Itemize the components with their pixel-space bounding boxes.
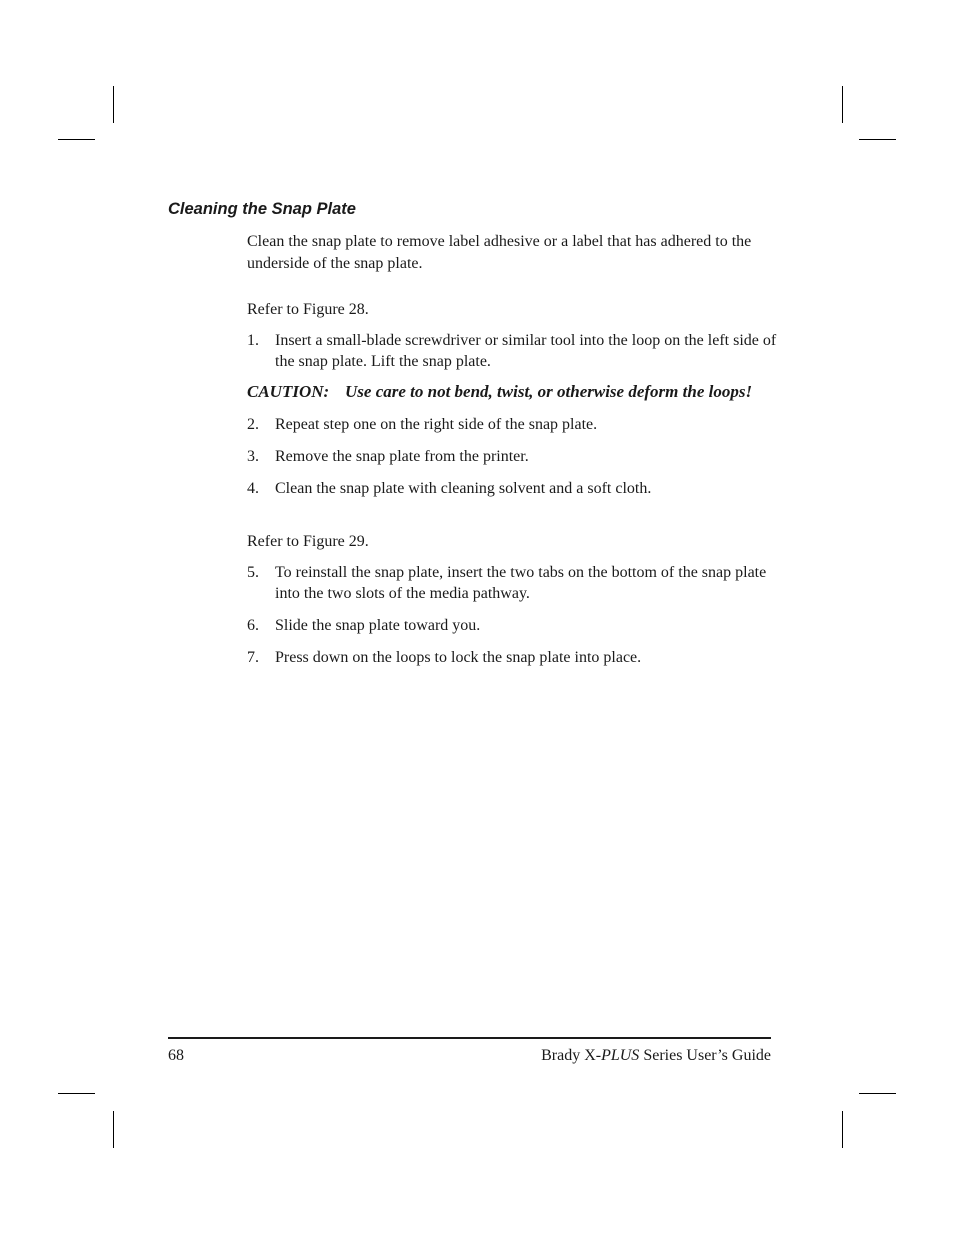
step-number: 3. [247, 447, 259, 465]
crop-mark [58, 139, 95, 140]
crop-mark [58, 1093, 95, 1094]
footer-title-prefix: Brady X- [541, 1047, 602, 1064]
step-text: Press down on the loops to lock the snap plate into place. [275, 649, 642, 666]
figure-reference: Refer to Figure 29. [247, 533, 369, 550]
footer-title-suffix: Series User’s Guide [639, 1047, 771, 1064]
crop-mark [113, 1111, 114, 1148]
footer-title-italic: PLUS [601, 1047, 640, 1064]
crop-mark [113, 86, 114, 123]
step-number: 6. [247, 617, 259, 634]
steps-list [247, 330, 777, 373]
page-number: 68 [168, 1047, 184, 1064]
list-item [247, 414, 777, 436]
step-text: Slide the snap plate toward you. [275, 617, 481, 634]
step-text: Insert a small-blade screwdriver or similar tool into the loop on the left side of the snap plate. Lift the snap plate. [275, 331, 777, 370]
list-item [247, 330, 777, 373]
step-number: 7. [247, 649, 259, 666]
figure-reference: Refer to Figure 28. [247, 301, 369, 318]
crop-mark [842, 1111, 843, 1148]
section-body [247, 231, 777, 679]
intro-paragraph: Clean the snap plate to remove label adhesive or a label that has adhered to the underside of the snap plate. [247, 233, 752, 272]
caution-note [247, 381, 777, 403]
step-number: 1. [247, 331, 259, 349]
list-item [247, 647, 777, 669]
list-item [247, 562, 777, 605]
crop-mark [842, 86, 843, 123]
step-text: To reinstall the snap plate, insert the two tabs on the bottom of the snap plate into the two slots of the media pathway. [275, 563, 767, 602]
steps-list [247, 414, 777, 500]
step-text: Remove the snap plate from the printer. [275, 447, 529, 465]
caution-text: Use care to not bend, twist, or otherwise deform the loops! [345, 382, 753, 401]
caution-label: CAUTION: [247, 382, 330, 401]
list-item [247, 478, 777, 500]
section-title: Cleaning the Snap Plate [168, 200, 356, 218]
step-number: 2. [247, 415, 259, 433]
footer-divider [168, 1037, 771, 1039]
crop-mark [859, 139, 896, 140]
footer-title [541, 1045, 771, 1066]
step-text: Clean the snap plate with cleaning solvent and a soft cloth. [275, 479, 652, 497]
steps-list [247, 562, 777, 669]
step-text: Repeat step one on the right side of the snap plate. [275, 415, 598, 433]
list-item [247, 446, 777, 468]
crop-mark [859, 1093, 896, 1094]
step-number: 5. [247, 563, 259, 581]
list-item [247, 615, 777, 637]
step-number: 4. [247, 479, 259, 497]
